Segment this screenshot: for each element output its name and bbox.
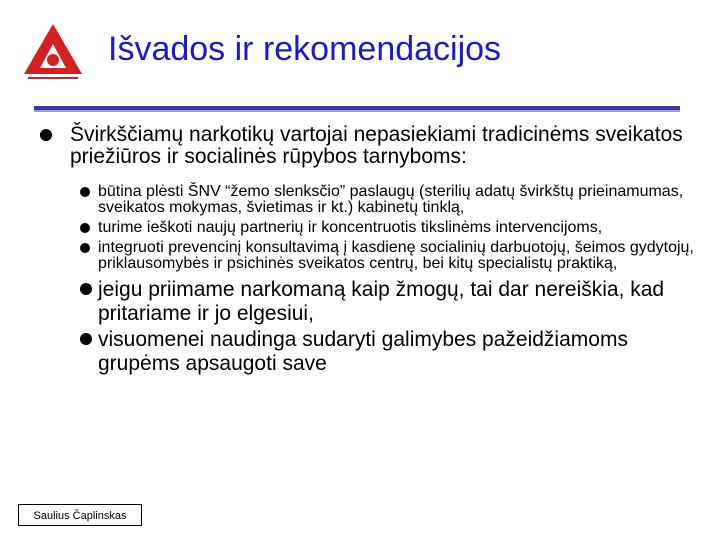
sub-bullet-1 xyxy=(40,184,700,216)
logo-icon xyxy=(22,22,84,80)
bullet-icon xyxy=(40,129,52,141)
page-title: Išvados ir rekomendacijos xyxy=(108,30,502,68)
bullet-second-2 xyxy=(40,328,700,376)
bullet-second-text: jeigu priimame narkomaną kaip žmogų, tai dar nereiškia, kad pritariame ir jo elgesiui, xyxy=(98,278,665,325)
title-divider xyxy=(34,106,680,110)
sub-bullet-text: būtina plėsti ŠNV “žemo slenksčio” paslaugų (sterilių adatų švirkštų prieinamumas, sveikatos mokymas, švietimas ir kt.) kabinetų tinklą, xyxy=(98,183,684,216)
bullet-second-1 xyxy=(40,278,700,326)
sub-bullet-2 xyxy=(40,220,700,236)
bullet-icon xyxy=(80,187,90,197)
bullet-icon xyxy=(80,283,92,295)
sub-bullet-text: integruoti prevencinį konsultavimą į kasdienę socialinių darbuotojų, šeimos gydytojų, priklausomybės ir psichinės sveikatos centrų, bei kitų specialistų praktiką, xyxy=(98,239,694,272)
slide-content xyxy=(40,124,700,376)
bullet-main-text: Švirkščiamų narkotikų vartojai nepasiekiami tradicinėms sveikatos priežiūros ir socialinės rūpybos tarnyboms: xyxy=(70,123,683,168)
bullet-icon xyxy=(80,223,90,233)
sub-bullet-3 xyxy=(40,240,700,272)
bullet-icon xyxy=(80,333,92,345)
author-footer: Saulius Čaplinskas xyxy=(18,504,142,526)
bullet-main xyxy=(40,124,700,168)
sub-bullet-text: turime ieškoti naujų partnerių ir koncentruotis tikslinėms intervencijoms, xyxy=(98,219,603,236)
bullet-second-text: visuomenei naudinga sudaryti galimybes pažeidžiamoms grupėms apsaugoti save xyxy=(98,328,628,375)
bullet-icon xyxy=(80,243,90,253)
